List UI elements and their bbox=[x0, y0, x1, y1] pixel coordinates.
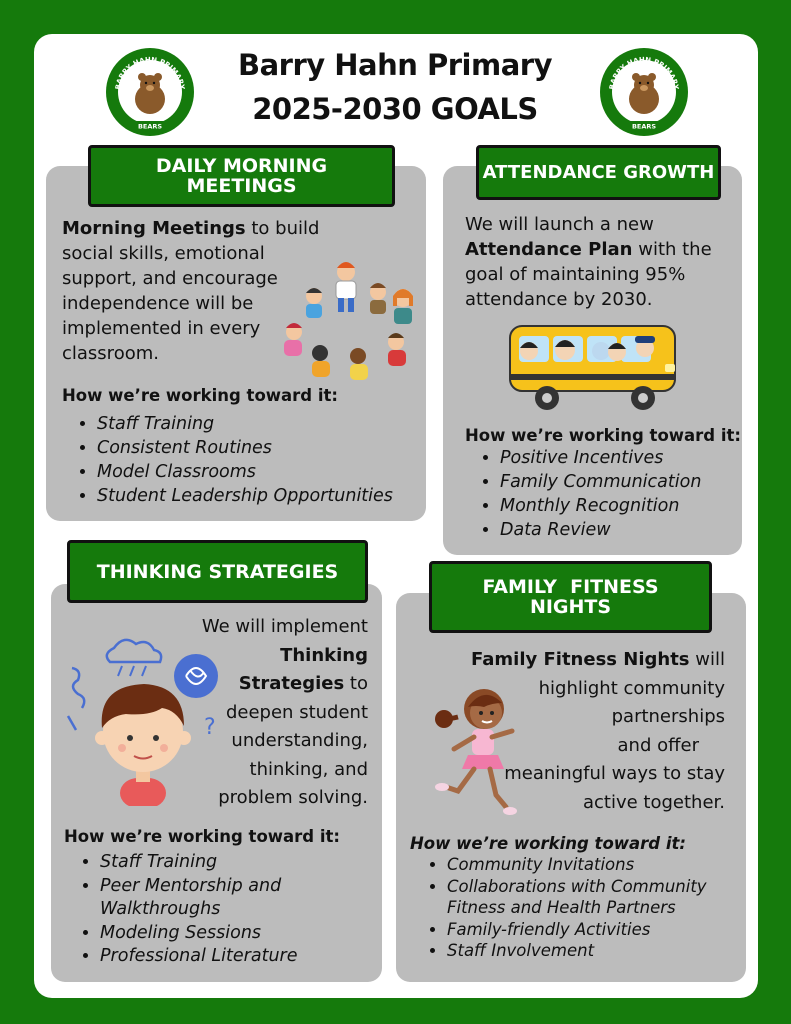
page-subtitle: 2025-2030 GOALS bbox=[252, 92, 538, 126]
svg-text:?: ? bbox=[204, 715, 216, 740]
page-title: Barry Hahn Primary bbox=[238, 48, 552, 82]
attendance-strategies-list bbox=[478, 446, 760, 542]
fitness-line: and offer bbox=[617, 734, 699, 756]
thinking-strategies-list bbox=[78, 851, 360, 969]
thinking-lead: Strategies bbox=[238, 673, 345, 694]
attendance-line: attendance by 2030. bbox=[465, 289, 653, 310]
svg-text:BARRY HAHN PRIMARY: BARRY HAHN PRIMARY bbox=[114, 55, 186, 91]
fitness-lead: Family Fitness Nights bbox=[471, 649, 690, 670]
svg-text:BEARS: BEARS bbox=[631, 122, 657, 131]
thinking-line: to bbox=[349, 673, 368, 694]
list-item: • Family Communication bbox=[500, 470, 760, 494]
attendance-lead: Attendance Plan bbox=[465, 239, 633, 260]
thinking-how-heading: How we’re working toward it: bbox=[64, 827, 340, 846]
school-bus-illustration bbox=[505, 316, 680, 416]
list-item: • Consistent Routines bbox=[97, 436, 437, 460]
list-item: • Monthly Recognition bbox=[500, 494, 760, 518]
morning-meetings-banner bbox=[88, 145, 395, 207]
morning-line: support, and encourage bbox=[62, 268, 278, 289]
svg-text:BARRY HAHN PRIMARY: BARRY HAHN PRIMARY bbox=[608, 55, 680, 91]
list-item: • Staff Involvement bbox=[447, 940, 757, 962]
thinking-line: deepen student bbox=[225, 701, 368, 723]
list-item: • Community Invitations bbox=[447, 854, 757, 876]
attendance-title: ATTENDANCE GROWTH bbox=[482, 161, 715, 183]
list-item: • Peer Mentorship and Walkthroughs bbox=[100, 875, 360, 922]
morning-line: classroom. bbox=[62, 343, 159, 364]
attendance-line: goal of maintaining 95% bbox=[465, 264, 686, 285]
thinking-line: thinking, and bbox=[249, 758, 368, 780]
attendance-banner bbox=[476, 145, 721, 200]
fitness-title-line1: FAMILY FITNESS bbox=[482, 576, 659, 598]
thinking-strategies-banner bbox=[67, 540, 368, 603]
list-item: • Collaborations with Community Fitness and Health Partners bbox=[447, 876, 757, 919]
svg-text:BEARS: BEARS bbox=[137, 122, 163, 131]
fitness-line: active together. bbox=[582, 791, 725, 813]
attendance-line: We will launch a new bbox=[465, 214, 654, 235]
list-item: • Staff Training bbox=[100, 851, 360, 875]
running-girl-illustration bbox=[428, 683, 528, 823]
morning-how-heading: How we’re working toward it: bbox=[62, 386, 338, 405]
morning-strategies-list bbox=[75, 412, 437, 508]
bear-logo-left-icon bbox=[105, 47, 195, 137]
list-item: • Model Classrooms bbox=[97, 460, 437, 484]
fitness-line: will bbox=[695, 649, 725, 670]
list-item: • Staff Training bbox=[97, 412, 437, 436]
fitness-line: meaningful ways to stay bbox=[504, 763, 725, 784]
list-item: • Family-friendly Activities bbox=[447, 919, 757, 941]
morning-lead: Morning Meetings bbox=[62, 218, 246, 239]
thinking-line: problem solving. bbox=[218, 787, 368, 808]
attendance-text bbox=[465, 212, 735, 312]
fitness-line: highlight community bbox=[538, 677, 725, 699]
list-item: • Positive Incentives bbox=[500, 446, 760, 470]
fitness-line: partnerships bbox=[611, 706, 725, 727]
children-circle-illustration bbox=[278, 258, 420, 386]
list-item: • Modeling Sessions bbox=[100, 922, 360, 946]
list-item: • Data Review bbox=[500, 518, 760, 542]
fitness-title-line2: NIGHTS bbox=[529, 596, 612, 618]
fitness-strategies-list bbox=[425, 854, 757, 962]
thinking-line: We will implement bbox=[201, 616, 368, 637]
thinking-lead: Thinking bbox=[280, 644, 368, 666]
morning-line: to build bbox=[251, 218, 320, 239]
morning-meetings-title: DAILY MORNING MEETINGS bbox=[155, 155, 328, 197]
attendance-how-heading: How we’re working toward it: bbox=[465, 426, 741, 445]
thinking-title: THINKING STRATEGIES bbox=[96, 560, 339, 583]
morning-line: independence will be bbox=[62, 293, 254, 314]
family-fitness-banner bbox=[429, 561, 712, 633]
bear-logo-right-icon bbox=[599, 47, 689, 137]
morning-line: social skills, emotional bbox=[62, 243, 265, 264]
attendance-line: with the bbox=[638, 239, 712, 260]
list-item: • Student Leadership Opportunities bbox=[97, 484, 437, 508]
thinking-boy-illustration bbox=[62, 628, 222, 806]
list-item: • Professional Literature bbox=[100, 945, 360, 969]
morning-line: implemented in every bbox=[62, 318, 261, 339]
fitness-how-heading: How we’re working toward it: bbox=[410, 834, 686, 853]
thinking-line: understanding, bbox=[231, 730, 368, 751]
